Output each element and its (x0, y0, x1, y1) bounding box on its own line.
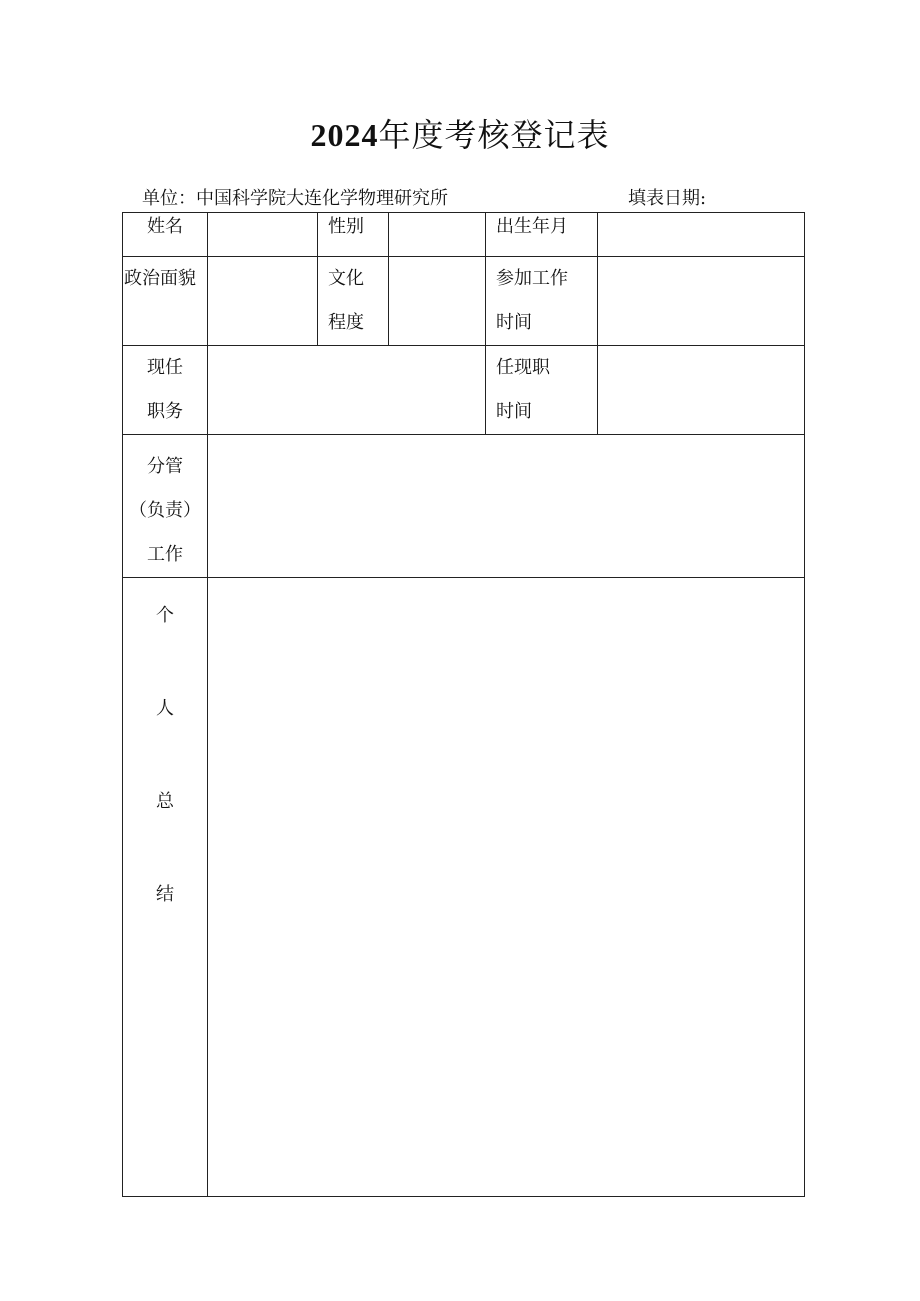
title-text: 年度考核登记表 (378, 116, 610, 154)
unit-label: 单位： (142, 188, 196, 209)
personal-summary-label (123, 578, 208, 1197)
row-political-education (123, 257, 805, 346)
duties-label-line3: 工作 (147, 544, 183, 565)
summary-char-2: 人 (156, 698, 174, 719)
title-year: 2024 (310, 117, 379, 153)
duties-label-line1: 分管 (147, 456, 183, 477)
position-time-label-line2: 时间 (496, 401, 532, 422)
duties-label-line2: （负责） (129, 500, 201, 521)
name-label: 姓名 (123, 213, 208, 257)
unit-value: 中国科学院大连化学物理研究所 (196, 188, 448, 209)
current-position-label-line1: 现任 (147, 357, 183, 378)
current-position-label (123, 346, 208, 435)
political-status-label: 政治面貌 (123, 257, 208, 346)
birth-date-field[interactable] (598, 213, 805, 257)
summary-char-1: 个 (156, 605, 174, 626)
current-position-label-line2: 职务 (147, 401, 183, 422)
name-field[interactable] (208, 213, 318, 257)
gender-label: 性别 (318, 213, 389, 257)
duties-label (123, 435, 208, 578)
position-time-label-line1: 任现职 (496, 357, 550, 378)
appraisal-form-table (122, 212, 805, 1197)
political-status-field[interactable] (208, 257, 318, 346)
work-start-label-line1: 参加工作 (496, 268, 568, 289)
education-field[interactable] (389, 257, 486, 346)
birth-date-label: 出生年月 (486, 213, 598, 257)
work-start-label-line2: 时间 (496, 312, 532, 333)
education-label (318, 257, 389, 346)
duties-field[interactable] (208, 435, 805, 578)
personal-summary-field[interactable] (208, 578, 805, 1197)
gender-field[interactable] (389, 213, 486, 257)
education-label-line2: 程度 (328, 312, 364, 333)
education-label-line1: 文化 (328, 268, 364, 289)
row-duties (123, 435, 805, 578)
page-title (0, 112, 920, 158)
work-start-label (486, 257, 598, 346)
position-time-label (486, 346, 598, 435)
row-summary (123, 578, 805, 1197)
summary-char-3: 总 (156, 791, 174, 812)
fill-date-label: 填表日期: (628, 188, 707, 209)
current-position-field[interactable] (208, 346, 486, 435)
position-time-field[interactable] (598, 346, 805, 435)
row-position (123, 346, 805, 435)
summary-char-4: 结 (156, 884, 174, 905)
unit-line (142, 186, 448, 212)
row-basic-info (123, 213, 805, 257)
work-start-field[interactable] (598, 257, 805, 346)
